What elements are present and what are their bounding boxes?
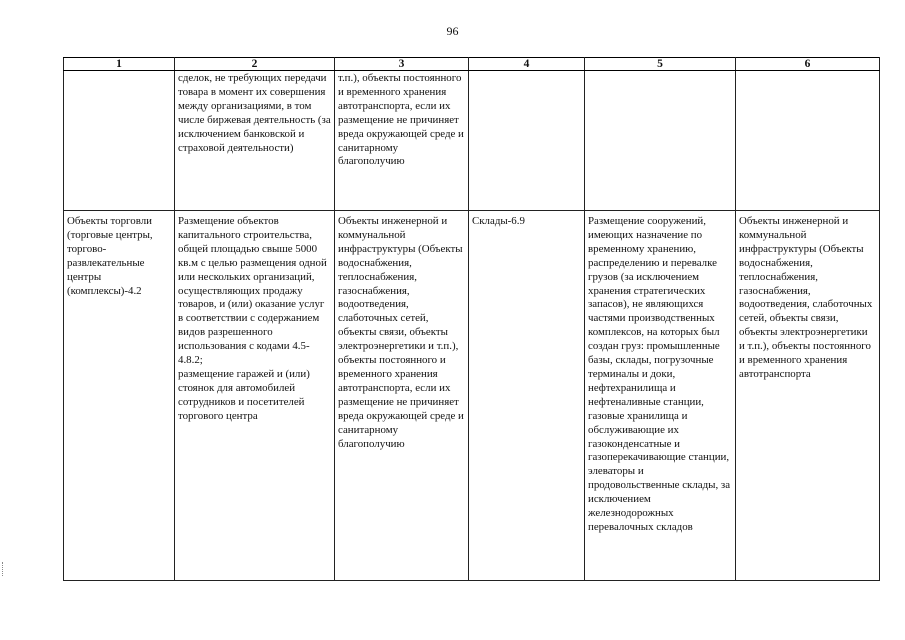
- table-cell: Объекты торговли (торговые центры, торгово-развлекательные центры (комплексы)-4.2: [64, 211, 175, 581]
- table-row: [64, 211, 880, 581]
- table-cell: Склады-6.9: [469, 211, 585, 581]
- scan-margin-mark: [2, 562, 7, 576]
- column-header-5: 5: [585, 58, 736, 71]
- zoning-table: [63, 57, 880, 581]
- table-cell: Размещение сооружений, имеющих назначение по временному хранению, распределению и перевалке грузов (за исключением хранения стратегических запасов), не являющихся частями производственных комплексов, на которых был создан груз: промышленные базы, склады, погрузочные терминалы и доки, нефтехранилища и нефтеналивные станции, газовые хранилища и обслуживающие их газоконденсатные и газоперекачивающие станции, элеваторы и продовольственные склады, за исключением железнодорожных перевалочных складов: [585, 211, 736, 581]
- column-header-4: 4: [469, 58, 585, 71]
- column-header-1: 1: [64, 58, 175, 71]
- table-header-row: [64, 58, 880, 71]
- table-cell: сделок, не требующих передачи товара в момент их совершения между организациями, в том числе биржевая деятельность (за исключением банковской и страховой деятельности): [175, 71, 335, 211]
- table-cell: Объекты инженерной и коммунальной инфраструктуры (Объекты водоснабжения, теплоснабжения, газоснабжения, водоотведения, слаботочных сетей, объекты связи, объекты электроэнергетики и т.п.), объекты постоянного и временного хранения автотранспорта, если их размещение не причиняет вреда окружающей среде и санитарному благополучию: [335, 211, 469, 581]
- column-header-6: 6: [736, 58, 880, 71]
- table-cell: [175, 211, 335, 581]
- table-cell: [469, 71, 585, 211]
- cell-paragraph: Размещение объектов капитального строительства, общей площадью свыше 5000 кв.м с целью размещения одной или нескольких организаций, осуществляющих продажу товаров, и (или) оказание услуг в соответствии с содержанием видов разрешенного использования с кодами 4.5-4.8.2;: [178, 215, 327, 367]
- table-cell: т.п.), объекты постоянного и временного хранения автотранспорта, если их размещение не причиняет вреда окружающей среде и санитарному благополучию: [335, 71, 469, 211]
- table-cell: [585, 71, 736, 211]
- table-cell: [736, 71, 880, 211]
- table-cell: [64, 71, 175, 211]
- page-number: 96: [446, 24, 459, 38]
- table-row: [64, 71, 880, 211]
- cell-paragraph: размещение гаражей и (или) стоянок для автомобилей сотрудников и посетителей торгового центра: [178, 367, 310, 422]
- column-header-2: 2: [175, 58, 335, 71]
- table-cell: Объекты инженерной и коммунальной инфраструктуры (Объекты водоснабжения, теплоснабжения, газоснабжения, водоотведения, слаботочных сетей, объекты связи, объекты электроэнергетики и т.п.), объекты постоянного и временного хранения автотранспорта: [736, 211, 880, 581]
- column-header-3: 3: [335, 58, 469, 71]
